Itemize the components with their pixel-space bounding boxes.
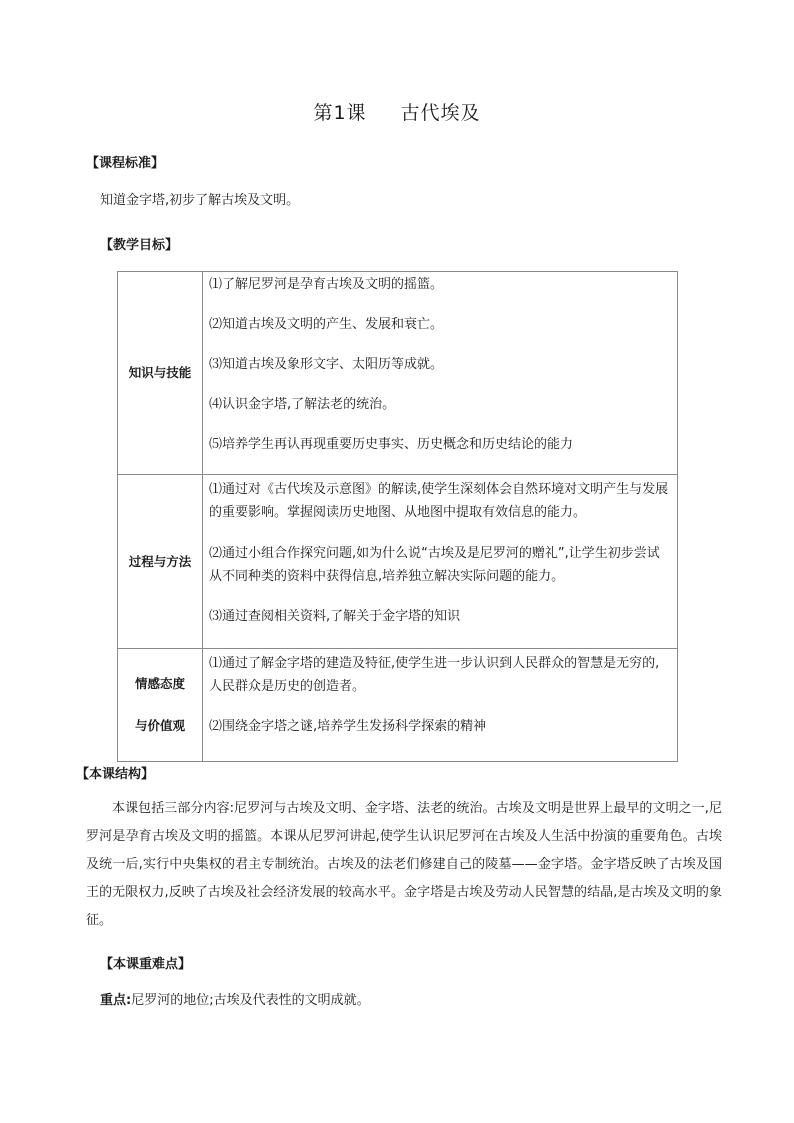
objective-item: ⑵知道古埃及文明的产生、发展和衰亡。	[209, 317, 444, 332]
objective-items-process	[203, 475, 678, 649]
objective-item: ⑶通过查阅相关资料,了解关于金字塔的知识	[209, 609, 461, 624]
objective-item: ⑸培养学生再认再现重要历史事实、历史概念和历史结论的能力	[209, 437, 574, 452]
objective-item: ⑵围绕金字塔之谜,培养学生发扬科学探索的精神	[209, 719, 487, 734]
category-label: 与价值观	[134, 718, 185, 733]
objective-items-values	[203, 649, 678, 762]
category-label: 情感态度	[134, 676, 185, 691]
objective-category-process	[118, 475, 203, 649]
objective-item: ⑴了解尼罗河是孕育古埃及文明的摇篮。	[209, 277, 444, 292]
key-points-line	[100, 993, 370, 1009]
objective-item: ⑶知道古埃及象形文字、太阳历等成就。	[209, 357, 444, 372]
objective-item: ⑷认识金字塔,了解法老的统治。	[209, 397, 396, 412]
objective-category-values	[118, 649, 203, 762]
lesson-number: 第1课	[313, 102, 367, 124]
objective-row-values	[118, 649, 678, 762]
course-standard-heading: 【课程标准】	[86, 156, 165, 171]
category-label: 知识与技能	[128, 365, 192, 380]
objective-row-knowledge	[118, 272, 678, 475]
objective-row-process	[118, 475, 678, 649]
objective-items-knowledge	[203, 272, 678, 475]
key-points-label: 重点:	[100, 993, 132, 1008]
lesson-name: 古代埃及	[400, 102, 481, 124]
objective-item: ⑵通过小组合作探究问题,如为什么说“古埃及是尼罗河的赠礼”,让学生初步尝试从不同种类的资料中获得信息,培养独立解决实际问题的能力。	[209, 546, 660, 584]
key-points-heading: 【本课重难点】	[100, 957, 192, 972]
objectives-table	[117, 271, 678, 762]
objective-item: ⑴通过了解金字塔的建造及特征,使学生进一步认识到人民群众的智慧是无穷的,人民群众是历史的创造者。	[209, 656, 660, 694]
objectives-heading: 【教学目标】	[100, 238, 179, 253]
course-standard-text: 知道金字塔,初步了解古埃及文明。	[100, 193, 300, 208]
category-label: 过程与方法	[128, 553, 192, 569]
structure-text: 本课包括三部分内容:尼罗河与古埃及文明、金字塔、法老的统治。古埃及文明是世界上最早的文明之一,尼罗河是孕育古埃及文明的摇篮。本课从尼罗河讲起,使学生认识尼罗河在古埃及人生活中扮演的重要角色。古埃及统一后,实行中央集权的君主专制统治。古埃及的法老们修建自己的陵墓——金字塔。金字塔反映了古埃及国王的无限权力,反映了古埃及社会经济发展的较高水平。金字塔是古埃及劳动人民智慧的结晶,是古埃及文明的象征。	[86, 801, 722, 928]
objective-category-knowledge	[118, 272, 203, 475]
structure-heading: 【本课结构】	[76, 767, 155, 782]
objective-item: ⑴通过对《古代埃及示意图》的解读,使学生深刻体会自然环境对文明产生与发展的重要影响。掌握阅读历史地图、从地图中提取有效信息的能力。	[209, 482, 669, 520]
key-points-text: 尼罗河的地位;古埃及代表性的文明成就。	[131, 993, 370, 1008]
lesson-title	[0, 98, 794, 125]
